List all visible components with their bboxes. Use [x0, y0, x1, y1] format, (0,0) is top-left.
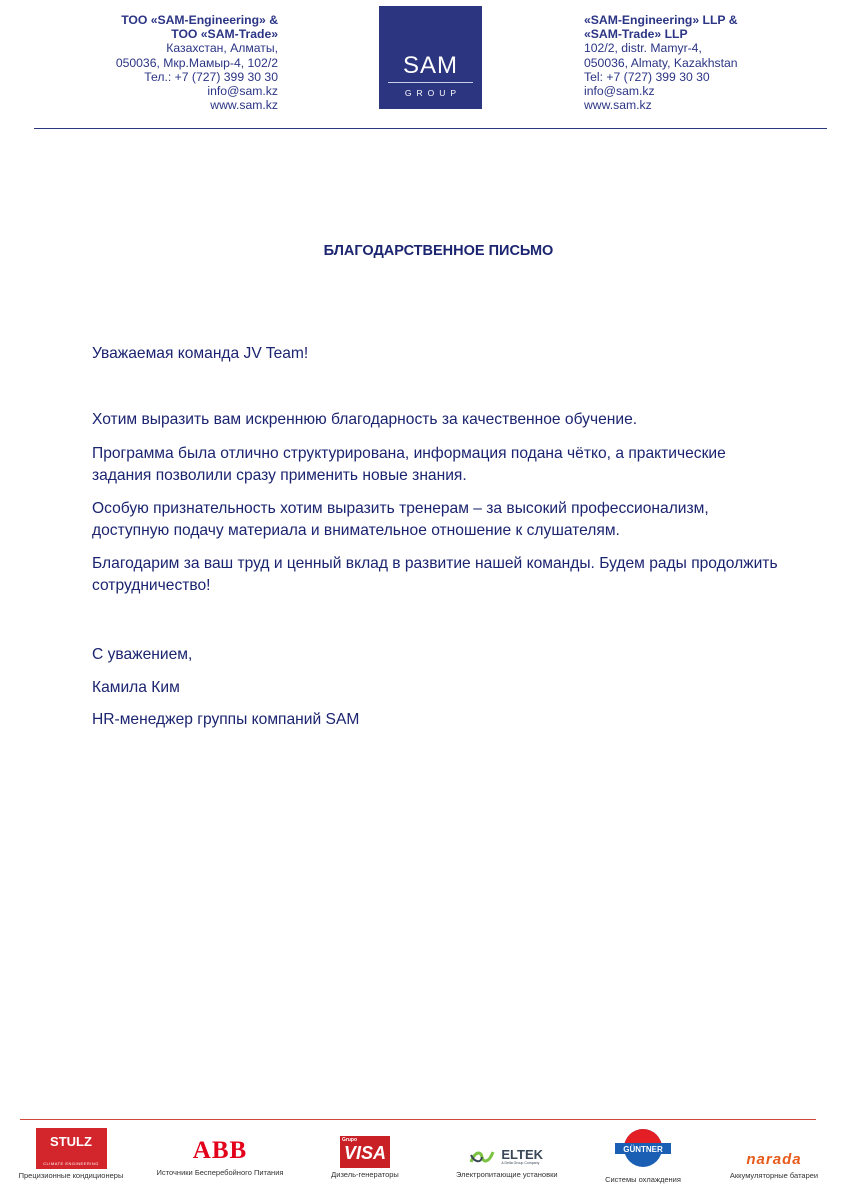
phone-line: Tel: +7 (727) 399 30 30	[584, 69, 710, 84]
brand-caption: Прецизионные кондиционеры	[18, 1171, 124, 1180]
brand-narada	[724, 1128, 824, 1180]
brand-caption: Аккумуляторные батареи	[729, 1171, 819, 1180]
brand-caption: Системы охлаждения	[605, 1175, 681, 1184]
visa-logo	[340, 1136, 390, 1168]
website-line: www.sam.kz	[210, 98, 278, 113]
guntner-logo-text: GÜNTNER	[623, 1145, 663, 1154]
website-line: www.sam.kz	[584, 98, 652, 113]
eltek-logo-sub: A Delta Group Company	[501, 1160, 540, 1165]
company-name-line: ТОО «SAM-Engineering» &	[121, 13, 278, 27]
brand-caption: Электропитающие установки	[456, 1170, 558, 1179]
signer-position: HR-менеджер группы компаний SAM	[92, 711, 360, 728]
greeting: Уважаемая команда JV Team!	[92, 345, 309, 362]
brand-caption: Источники Бесперебойного Питания	[156, 1168, 284, 1177]
brand-caption: Дизель-генераторы	[331, 1170, 399, 1179]
signer-name: Камила Ким	[92, 679, 180, 696]
paragraph: Программа была отлично структурирована, информация подана чётко, а практические задания позволили сразу применить новые знания.	[92, 445, 726, 484]
brand-visa	[320, 1128, 410, 1179]
brand-stulz	[18, 1128, 124, 1180]
stulz-logo-text: STULZ	[50, 1134, 92, 1149]
company-name-line: «SAM-Trade» LLP	[584, 27, 688, 42]
stulz-logo-sub: CLIMATE ENGINEERING	[43, 1161, 99, 1166]
header-address-en	[584, 13, 804, 112]
stulz-logo	[36, 1128, 107, 1169]
letter-title: БЛАГОДАРСТВЕННОЕ ПИСЬМО	[323, 243, 554, 259]
address-line: 102/2, distr. Mamyr-4,	[584, 41, 702, 56]
logo-name: SAM	[402, 52, 458, 79]
narada-logo: narada	[746, 1151, 802, 1168]
address-line: Казахстан, Алматы,	[166, 41, 278, 56]
eltek-logo	[469, 1148, 543, 1168]
sam-group-logo	[379, 6, 482, 109]
brand-abb	[152, 1128, 288, 1177]
address-line: 050036, Almaty, Kazakhstan	[584, 55, 738, 70]
company-name-line: ТОО «SAM-Trade»	[171, 27, 278, 42]
logo-sub: GROUP	[404, 88, 462, 98]
address-line: 050036, Мкр.Мамыр-4, 102/2	[115, 55, 278, 70]
abb-logo: ABB	[192, 1137, 248, 1164]
visa-logo-text: VISA	[343, 1143, 386, 1163]
email-line: info@sam.kz	[207, 84, 278, 99]
footer-divider	[20, 1119, 816, 1120]
eltek-logo-text: ELTEK	[501, 1146, 544, 1162]
logo-divider	[388, 82, 473, 83]
header-address-ru	[60, 13, 278, 112]
brand-guntner	[598, 1128, 688, 1184]
visa-logo-sub: Grupo	[342, 1137, 357, 1143]
paragraph: Благодарим за ваш труд и ценный вклад в развитие нашей команды. Будем рады продолжить сотрудничество!	[92, 555, 778, 594]
company-name-line: «SAM-Engineering» LLP &	[584, 13, 738, 27]
header-divider	[34, 128, 827, 129]
guntner-logo-icon	[615, 1128, 671, 1168]
brand-eltek	[456, 1128, 556, 1179]
eltek-swirl-icon	[469, 1149, 495, 1165]
phone-line: Тел.: +7 (727) 399 30 30	[144, 69, 278, 84]
paragraph: Хотим выразить вам искреннюю благодарность за качественное обучение.	[92, 411, 638, 428]
paragraph: Особую признательность хотим выразить тренерам – за высокий профессионализм, доступную подачу материала и внимательное отношение к слушателям.	[92, 500, 709, 539]
closing: С уважением,	[92, 646, 193, 663]
email-line: info@sam.kz	[584, 84, 655, 99]
